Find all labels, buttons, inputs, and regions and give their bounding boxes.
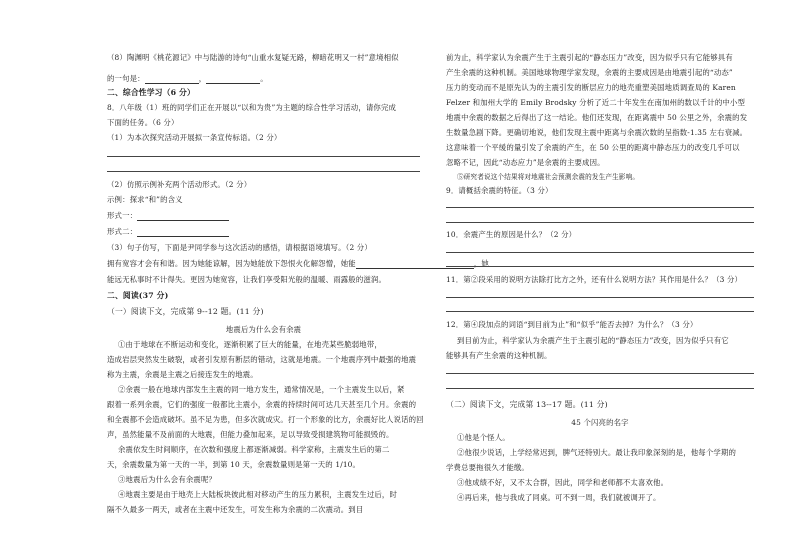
- para1-line3: 称为主震，余震是主震之后接连发生的地震。: [107, 370, 258, 379]
- q12-quote-line1: 到目前为止，科学家认为余震产生于主震引起的“静态压力”改变，因为似乎只有它: [457, 336, 729, 345]
- s3-part-a: 拥有宽容才会有和谐。因为她能谅解，因为她能放下怨恨火化解怨憎，: [107, 259, 341, 268]
- p8-task2: （2）仿照示例补充两个活动形式。（2 分）: [107, 180, 252, 189]
- para5-line1: 前为止，科学家认为余震产生于主震引起的“静态压力”改变，因为似乎只有它能够具有: [446, 53, 733, 62]
- answer-line[interactable]: [446, 388, 754, 389]
- form2-label: 形式二：: [107, 227, 138, 236]
- para2-line6: 天，余震数量为第一天的一半，到第 10 天，余震数量则是第一天的 1/10。: [107, 460, 361, 469]
- p8-line1: 8．八年级（1）班的同学们正在开展以“以和为贵”为主题的综合性学习活动，请你完成: [107, 103, 397, 112]
- q8-line2: [107, 74, 268, 84]
- answer-line[interactable]: [446, 252, 754, 253]
- para1-line2: 造成岩层突然发生破裂，或者引发原有断层的错动，这就是地震。一个地震序列中最强的地震: [107, 355, 417, 364]
- para5-line6: 生数量急剧下降。更确切地说，他们发现主震中距离与余震次数的呈指数-1.35 左右衰减。: [446, 128, 748, 137]
- article-title: 地震后为什么会有余震: [225, 325, 302, 334]
- story-para2-line1: ②他很少说话，上学经常迟到，脾气还特别大。最让我印象深刻的是，他每个学期的: [457, 448, 737, 457]
- form2-blank[interactable]: [137, 228, 229, 237]
- para3-line1: ③地震后为什么会有余震呢？: [118, 475, 217, 484]
- answer-line[interactable]: [446, 297, 754, 298]
- q8-line1: （8）陶渊明《桃花源记》中与陆游的诗句“山重水复疑无路，柳暗花明又一村”意境相似: [107, 53, 399, 62]
- p8-s3-line2: 能远无私事时不计得失。更因为她宽容，让我们享受阳光般的温暖、雨露般的滋润。: [107, 275, 387, 284]
- p8-form2: [107, 227, 229, 237]
- p8-task1: （1）为本次探究活动开展拟一条宣传标语。（2 分）: [107, 133, 282, 142]
- para4-line1: ④地震主要是由于地壳上大陆板块彼此相对移动产生的压力累积，主震发生过后，时: [118, 490, 398, 499]
- answer-line[interactable]: [446, 222, 754, 223]
- para5-line2: 产生余震的这种机制。美国地球物理学家发现，余震的主要成因是由地震引起的“动态”: [446, 68, 733, 77]
- para5-line5: 地震中余震的数据之后得出了这一结论。他们还发现，在距离震中 50 公里之外，余震的发: [446, 113, 748, 122]
- para2-line1: ②余震一般在地球内部发生主震的同一地方发生，通常情况是，一个主震发生以后，紧: [118, 385, 405, 394]
- story-title: 45 个闪亮的名字: [571, 418, 629, 427]
- para5-line4: Felzer 和加州大学的 Emily Brodsky 分析了近二十年发生在南加州的数以千计的中小型: [446, 98, 745, 107]
- answer-blank-1[interactable]: [145, 75, 199, 84]
- p8-line2: 下面的任务。（6 分）: [107, 118, 179, 127]
- answer-line[interactable]: [107, 156, 420, 157]
- para2-line5: 余震依发生时间顺序，在次数和强度上都逐渐减弱。科学家称，主震发生后的第二: [118, 445, 390, 454]
- q8-sep: ，: [198, 74, 207, 83]
- para4-line2: 隔不久最多一两天，或者在主震中还发生，可发生称为余震的二次震动。到目: [107, 505, 364, 514]
- s3-part-b: 她能: [340, 259, 356, 268]
- q12-quote-line2: 能够具有产生余震的这种机制。: [446, 351, 552, 360]
- para2-line3: 和全震都不会造成破坏。虽不足为患，但多次就成灾。打一个形象的比方，余震好比人说话的回: [107, 415, 424, 424]
- form1-label: 形式一：: [107, 211, 138, 220]
- section-3-heading: 二、阅读(37 分): [107, 291, 169, 300]
- para2-line4: 声，虽然能量不及前面的大地震，但能力叠加起来，足以导致受损建筑物可能损毁的。: [107, 430, 394, 439]
- answer-line[interactable]: [107, 171, 420, 172]
- story-para2-line2: 学费总要拖很久才能缴。: [446, 463, 529, 472]
- question-11: 11．第②段采用的说明方法除打比方之外，还有什么说明方法？其作用是什么？（3 分）: [446, 275, 743, 284]
- form1-blank[interactable]: [137, 212, 229, 221]
- para5-line3: 压力的变动而不是原先认为的主震引发的断层应力的地壳重塑美国地质调查局的 Karen: [446, 83, 736, 92]
- question-12: 12．第④段加点的词语“到目前为止”和“似乎”能否去掉？为什么？（3 分）: [446, 320, 698, 329]
- section-2-heading: 二、综合性学习（6 分）: [107, 88, 195, 97]
- p8-task3: （3）句子仿写，下面是尹同学参与这次活动的感悟，请根据语境填写。（2 分）: [107, 243, 372, 252]
- p8-example: 示例：探求“和”的含义: [107, 195, 183, 204]
- reading1-intro: （一）阅读下文，完成第 9--12 题。(11 分): [107, 307, 264, 316]
- s3-blank[interactable]: [356, 260, 474, 269]
- answer-blank-2[interactable]: [206, 75, 260, 84]
- story-para4: ④再后来，他与我成了同桌。可不到一周，我们就被调开了。: [457, 493, 661, 502]
- para2-line2: 跟着一系列余震，它们的强度一般都比主震小，余震的持续时间可达几天甚至几个月。余震的: [107, 400, 417, 409]
- reading2-intro: （二）阅读下文，完成第 13--17 题。(11 分): [446, 400, 608, 409]
- para6-line1: ⑤研究者说这个结果将对地震社会预测余震的发生产生影响。: [457, 173, 640, 181]
- para5-line7: 这意味着一个平缓的量引发了余震的产生，在 50 公里的距离中静态压力的改变几乎可以: [446, 143, 740, 152]
- para1-line1: ①由于地球在不断运动和变化，逐渐积累了巨大的能量，在地壳某些脆弱地带，: [118, 340, 382, 349]
- q8-line2-text: 的一句是：: [107, 74, 145, 83]
- s3-part-c: ，她: [473, 259, 489, 268]
- story-para1: ①他是个怪人。: [457, 433, 510, 442]
- q8-end: 。: [260, 74, 268, 83]
- question-10: 10．余震产生的原因是什么？（2 分）: [446, 230, 577, 239]
- answer-line[interactable]: [446, 207, 754, 208]
- p8-s3-line1: [107, 259, 489, 269]
- story-para3: ③他成绩不好，又不太合群，因此，同学和老师都不太喜欢他。: [457, 478, 669, 487]
- answer-line[interactable]: [446, 373, 754, 374]
- answer-line[interactable]: [446, 266, 754, 267]
- question-9: 9．请概括余震的特征。（3 分）: [446, 186, 553, 195]
- answer-line[interactable]: [446, 311, 754, 312]
- para5-line8: 忽略不记，因此“动态应力”是余震的主要成因。: [446, 158, 605, 167]
- p8-form1: [107, 211, 229, 221]
